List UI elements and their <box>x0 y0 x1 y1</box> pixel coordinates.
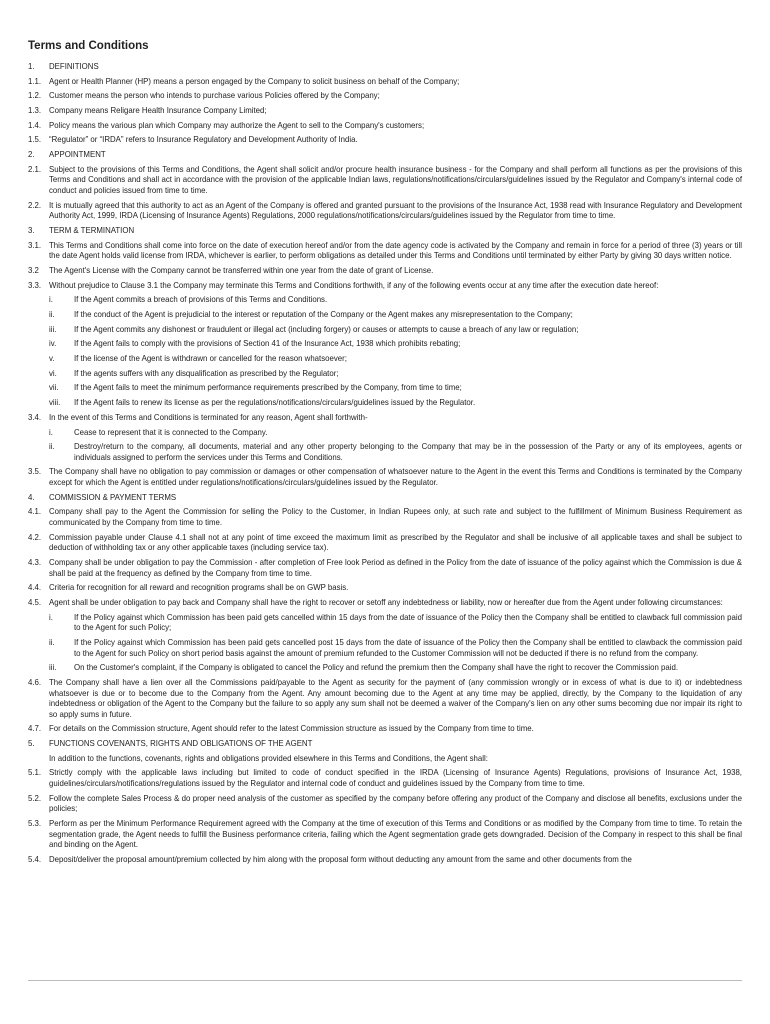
clause-number: 1.5. <box>28 135 42 145</box>
clause-number: 4.2. <box>28 532 42 542</box>
section-number: 4. <box>28 492 35 502</box>
clause <box>28 533 742 554</box>
clause-text: Criteria for recognition for all reward and recognition programs shall be on GWP basis. <box>49 583 349 593</box>
clause <box>28 598 742 609</box>
clause-number: 4.6. <box>28 677 42 687</box>
section-heading <box>28 62 742 73</box>
sub-clause <box>28 369 742 380</box>
clause-text: The Agent's License with the Company cannot be transferred within one year from the date of grant of License. <box>49 265 434 275</box>
clause-number: 4.5. <box>28 597 42 607</box>
sub-clause-number: i. <box>49 427 53 437</box>
clause-text: Agent shall be under obligation to pay back and Company shall have the right to recover or setoff any indebtedness or liability, now or hereafter due from the Agent under following circumstances: <box>49 597 723 607</box>
clause <box>28 678 742 720</box>
sub-clause <box>28 638 742 659</box>
sub-clause <box>28 383 742 394</box>
clause-number: 5.2. <box>28 793 42 803</box>
sub-clause <box>28 442 742 463</box>
clause <box>28 507 742 528</box>
clause-number: 4.4. <box>28 583 42 593</box>
clause-text: Company shall be under obligation to pay the Commission - after completion of Free look Period as defined in the Policy from the date of issuance of the policy against which the Commission is due & shall be paid at the frequency as defined by the Company from time to time. <box>49 558 742 578</box>
sub-clause <box>28 398 742 409</box>
clause <box>28 91 742 102</box>
clause-text: Perform as per the Minimum Performance Requirement agreed with the Company at the time of execution of this Terms and Conditions or as modified by the Company from time to time. To retain the segmentation grade, the Agent needs to fulfill the Business performance criteria, failing which the Agent segmentation grade gets downgraded. Decision of the Company in respect to this shall be final and binding on the Agent. <box>49 819 742 850</box>
clause-number: 3.3. <box>28 280 42 290</box>
clause-text: The Company shall have no obligation to pay commission or damages or other compensation of whatsoever nature to the Agent in the event this Terms and Conditions is terminated by the Company except for which the Agent is entitled under regulations/notifications/circulars/guidelines issued by the Regulator. <box>49 467 742 488</box>
sub-clause <box>28 339 742 350</box>
clause-number: 5.3. <box>28 819 42 828</box>
clause-text: Customer means the person who intends to purchase various Policies offered by the Company; <box>49 91 380 101</box>
section-number: 1. <box>28 62 35 71</box>
terms-content <box>28 62 742 865</box>
section-number: 2. <box>28 150 35 160</box>
clause-text: Follow the complete Sales Process & do proper need analysis of the customer as specified by the company before offering any product of the Company and disclose all benefits, exclusions under the policies; <box>49 793 742 814</box>
clause <box>28 165 742 197</box>
section-title: DEFINITIONS <box>49 62 99 71</box>
clause-number: 1.3. <box>28 106 42 116</box>
sub-clause-number: ii. <box>49 442 55 452</box>
clause <box>28 121 742 132</box>
sub-clause <box>28 295 742 306</box>
sub-clause-number: vi. <box>49 368 57 378</box>
sub-clause-text: If the Policy against which Commission has been paid gets cancelled post 15 days from the date of issuance of the Policy then the Company shall be entitled to clawback the commission paid to the Agent for such Policy on short period basis against the amount of premium refunded to the Customer Commission will not be deducted if there is no refund from the company. <box>74 637 742 658</box>
clause <box>28 266 742 277</box>
sub-clause-text: If the license of the Agent is withdrawn or cancelled for the reason whatsoever; <box>74 354 347 364</box>
section-number: 3. <box>28 225 35 235</box>
section-heading <box>28 150 742 161</box>
sub-clause-text: If the Agent fails to renew its license as per the regulations/notifications/circulars/guidelines issued by the Regulator. <box>74 398 476 408</box>
clause-text: Agent or Health Planner (HP) means a person engaged by the Company to solicit business on behalf of the Company; <box>49 76 460 86</box>
clause-number: 5.1. <box>28 768 42 778</box>
sub-clause-text: If the conduct of the Agent is prejudicial to the interest or reputation of the Company or the Agent makes any misrepresentation to the Company; <box>74 310 573 319</box>
document-page <box>28 40 742 870</box>
sub-clause-text: If the Agent fails to comply with the provisions of Section 41 of the Insurance Act, 1938 which prohibits rebating; <box>74 339 461 349</box>
sub-clause-number: i. <box>49 295 53 305</box>
sub-clause-text: On the Customer's complaint, if the Company is obligated to cancel the Policy and refund the premium then the Company shall have the right to recover the Commission paid. <box>74 663 679 673</box>
footer-divider <box>28 980 742 981</box>
sub-clause-text: If the Policy against which Commission has been paid gets cancelled within 15 days from the date of issuance of the Policy then the Company shall be entitled to clawback full commission paid to the Agent for such Policy; <box>74 612 742 633</box>
clause-text: Policy means the various plan which Company may authorize the Agent to sell to the Company's customers; <box>49 120 425 130</box>
sub-clause-number: i. <box>49 612 53 622</box>
sub-clause-number: v. <box>49 354 55 364</box>
section-number: 5. <box>28 739 35 749</box>
section-heading <box>28 226 742 237</box>
clause-text: Without prejudice to Clause 3.1 the Company may terminate this Terms and Conditions forthwith, if any of the following events occur at any time after the execution date hereof: <box>49 280 659 290</box>
clause <box>28 106 742 117</box>
page-title: Terms and Conditions <box>28 40 149 52</box>
sub-clause-text: If the Agent fails to meet the minimum performance requirements prescribed by the Company, from time to time; <box>74 383 462 393</box>
clause-intro: In addition to the functions, covenants, rights and obligations provided elsewhere in this Terms and Conditions, the Agent shall: <box>49 753 488 763</box>
clause <box>28 724 742 735</box>
clause-number: 1.4. <box>28 120 42 130</box>
sub-clause <box>28 428 742 439</box>
section-title: FUNCTIONS COVENANTS, RIGHTS AND OBLIGATIONS OF THE AGENT <box>49 739 313 749</box>
clause-text: In the event of this Terms and Conditions is terminated for any reason, Agent shall forthwith- <box>49 412 368 422</box>
clause <box>28 413 742 424</box>
clause <box>28 768 742 789</box>
clause-text: For details on the Commission structure, Agent should refer to the latest Commission structure as issued by the Company from time to time. <box>49 724 534 734</box>
section-title: APPOINTMENT <box>49 150 106 160</box>
sub-clause <box>28 310 742 321</box>
clause-text: Commission payable under Clause 4.1 shall not at any point of time exceed the maximum limit as prescribed by the Regulator and shall be inclusive of all applicable taxes and shall be subject to deduction of withholding tax or any other applicable taxes (including service tax). <box>49 532 742 553</box>
clause-number: 3.1. <box>28 240 42 250</box>
clause-text: It is mutually agreed that this authority to act as an Agent of the Company is offered and granted pursuant to the provisions of the Insurance Act, 1938 read with Insurance Regulatory and Development Authority Act, 1999, IRDA (Licensing of Insurance Agents) Regulations, 2000 regulations/notifications/circulars/guidelines issued by the Regulator from time to time. <box>49 200 742 221</box>
clause <box>28 281 742 292</box>
clause-number: 3.5. <box>28 467 42 477</box>
clause <box>28 77 742 88</box>
clause-number: 4.1. <box>28 507 42 517</box>
clause-number: 1.1. <box>28 76 42 86</box>
clause <box>28 855 742 866</box>
sub-clause-number: ii. <box>49 637 55 647</box>
sub-clause-number: iv. <box>49 339 57 349</box>
sub-clause-number: vii. <box>49 383 59 393</box>
clause-number: 5.4. <box>28 854 42 864</box>
clause <box>28 135 742 146</box>
clause-number: 1.2. <box>28 91 42 101</box>
sub-clause <box>28 325 742 336</box>
sub-clause-number: ii. <box>49 310 55 319</box>
clause-text: Company shall pay to the Agent the Commission for selling the Policy to the Customer, in Indian Rupees only, at such rate and subject to the fulfillment of Minimum Business Requirement as communicated by the Company from time to time. <box>49 507 742 528</box>
clause-number: 4.7. <box>28 724 42 734</box>
sub-clause-text: If the Agent commits a breach of provisions of this Terms and Conditions. <box>74 295 328 305</box>
clause-text: Strictly comply with the applicable laws including but limited to code of conduct specified in the IRDA (Licensing of Insurance Agents) Regulations, provisions of Insurance Act, 1938, guidelines/circulars/notifications/regulations issued by the Regulator and internal code of conduct and guidelines issued by the Company from time to time. <box>49 768 742 789</box>
sub-clause-number: iii. <box>49 324 57 334</box>
clause-text: This Terms and Conditions shall come into force on the date of execution hereof and/or from the date agency code is activated by the Company and remain in force for a period of three (3) years or till the date Agent holds valid license from IRDA, whichever is earlier, to perform obligations as detailed under this Terms and Conditions until terminated by either Party by giving 30 days written notice. <box>49 240 742 261</box>
clause <box>28 583 742 594</box>
section-title: TERM & TERMINATION <box>49 225 135 235</box>
sub-clause-text: Destroy/return to the company, all documents, material and any other property belonging to the Company that may be in the possession of the Party or any of its employees, agents or individuals assigned to perform the services under this Terms and Conditions. <box>74 442 742 462</box>
clause <box>28 794 742 815</box>
sub-clause <box>28 613 742 634</box>
clause-number: 3.2 <box>28 265 39 275</box>
section-heading <box>28 739 742 750</box>
clause <box>28 241 742 262</box>
section-title: COMMISSION & PAYMENT TERMS <box>49 492 177 502</box>
clause-text: “Regulator” or “IRDA” refers to Insurance Regulatory and Development Authority of India. <box>49 135 358 145</box>
clause <box>28 819 742 851</box>
sub-clause-text: Cease to represent that it is connected to the Company. <box>74 427 268 437</box>
clause-number: 3.4. <box>28 412 42 422</box>
clause-text: Deposit/deliver the proposal amount/premium collected by him along with the proposal form without deducting any amount from the same and other documents from the <box>49 854 632 864</box>
sub-clause-text: If the Agent commits any dishonest or fraudulent or illegal act (including forgery) or causes or attempts to cause a breach of any law or regulation; <box>74 324 579 334</box>
sub-clause <box>28 354 742 365</box>
clause <box>28 558 742 579</box>
clause <box>28 467 742 488</box>
clause-number: 4.3. <box>28 558 42 567</box>
section-heading <box>28 493 742 504</box>
sub-clause-text: If the agents suffers with any disqualification as prescribed by the Regulator; <box>74 368 339 378</box>
clause-number: 2.2. <box>28 200 42 210</box>
sub-clause <box>28 663 742 674</box>
clause-text: The Company shall have a lien over all the Commissions paid/payable to the Agent as security for the payment of (any commission wrongly or in excess of what is due to it) or indebtedness whatsoever is due or to become due to the Company from the Agent. Any amount becoming due to the Agent at any time may be applied, directly, by the Company to the liquidation of any indebtedness or obligation of the Agent to the Company but the failure to so apply any sum shall not be deemed a waiver of the Company's lien on any other sums becoming due nor impair its right to so apply sums in future. <box>49 677 742 719</box>
sub-clause-number: viii. <box>49 398 61 408</box>
sub-clause-number: iii. <box>49 663 57 673</box>
clause-text: Company means Religare Health Insurance Company Limited; <box>49 106 267 116</box>
clause-text: Subject to the provisions of this Terms and Conditions, the Agent shall solicit and/or procure health insurance business - for the Company and shall perform all functions as per the provisions of this Terms and Conditions and shall act in accordance with the provision of the applicable Indian laws, regulations/notifications/circulars/guidelines issued by the Regulator and Company's internal code of conduct and policies issued from time to time. <box>49 164 742 195</box>
clause-number: 2.1. <box>28 164 42 174</box>
clause <box>28 201 742 222</box>
